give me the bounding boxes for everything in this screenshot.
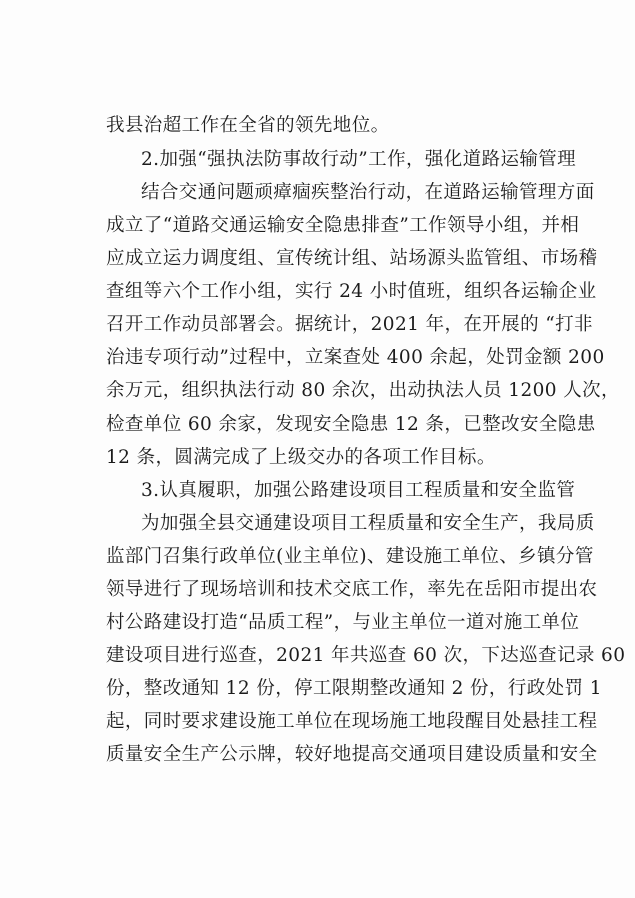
paragraph-line: 治违专项行动”过程中，立案查处 400 余起，处罚金额 200	[106, 347, 605, 368]
text-line-1: 我县治超工作在全省的领先地位。	[106, 115, 390, 136]
paragraph-last-line: 12 条，圆满完成了上级交办的各项工作目标。	[106, 447, 496, 468]
paragraph-line: 质量安全生产公示牌，较好地提高交通项目建设质量和安全	[106, 744, 598, 765]
paragraph-line: 领导进行了现场培训和技术交底工作，率先在岳阳市提出农	[106, 579, 598, 600]
section-heading-2: 2.加强“强执法防事故行动”工作，强化道路运输管理	[141, 149, 577, 170]
paragraph-line: 应成立运力调度组、宣传统计组、站场源头监管组、市场稽	[106, 248, 598, 269]
paragraph-line: 起，同时要求建设施工单位在现场施工地段醒目处悬挂工程	[106, 711, 598, 732]
paragraph-line: 成立了“道路交通运输安全隐患排查”工作领导小组，并相	[106, 215, 580, 236]
section-heading-3: 3.认真履职，加强公路建设项目工程质量和安全监管	[141, 480, 576, 501]
paragraph-line-indented: 为加强全县交通建设项目工程质量和安全生产，我局质	[141, 513, 595, 534]
paragraph-line: 村公路建设打造“品质工程”，与业主单位一道对施工单位	[106, 612, 580, 633]
paragraph-line: 检查单位 60 余家，发现安全隐患 12 条，已整改安全隐患	[106, 414, 596, 435]
paragraph-line-indented: 结合交通问题顽瘴痼疾整治行动，在道路运输管理方面	[141, 182, 595, 203]
paragraph-line: 查组等六个工作小组，实行 24 小时值班，组织各运输企业	[106, 281, 597, 302]
paragraph-line: 份，整改通知 12 份，停工限期整改通知 2 份，行政处罚 1	[106, 678, 602, 699]
paragraph-line: 召开工作动员部署会。据统计，2021 年，在开展的 “打非	[106, 314, 593, 335]
paragraph-line: 建设项目进行巡查，2021 年共巡查 60 次，下达巡查记录 60	[106, 645, 626, 666]
paragraph-line: 监部门召集行政单位(业主单位)、建设施工单位、乡镇分管	[106, 546, 594, 567]
paragraph-line: 余万元，组织执法行动 80 余次，出动执法人员 1200 人次，	[106, 380, 620, 401]
